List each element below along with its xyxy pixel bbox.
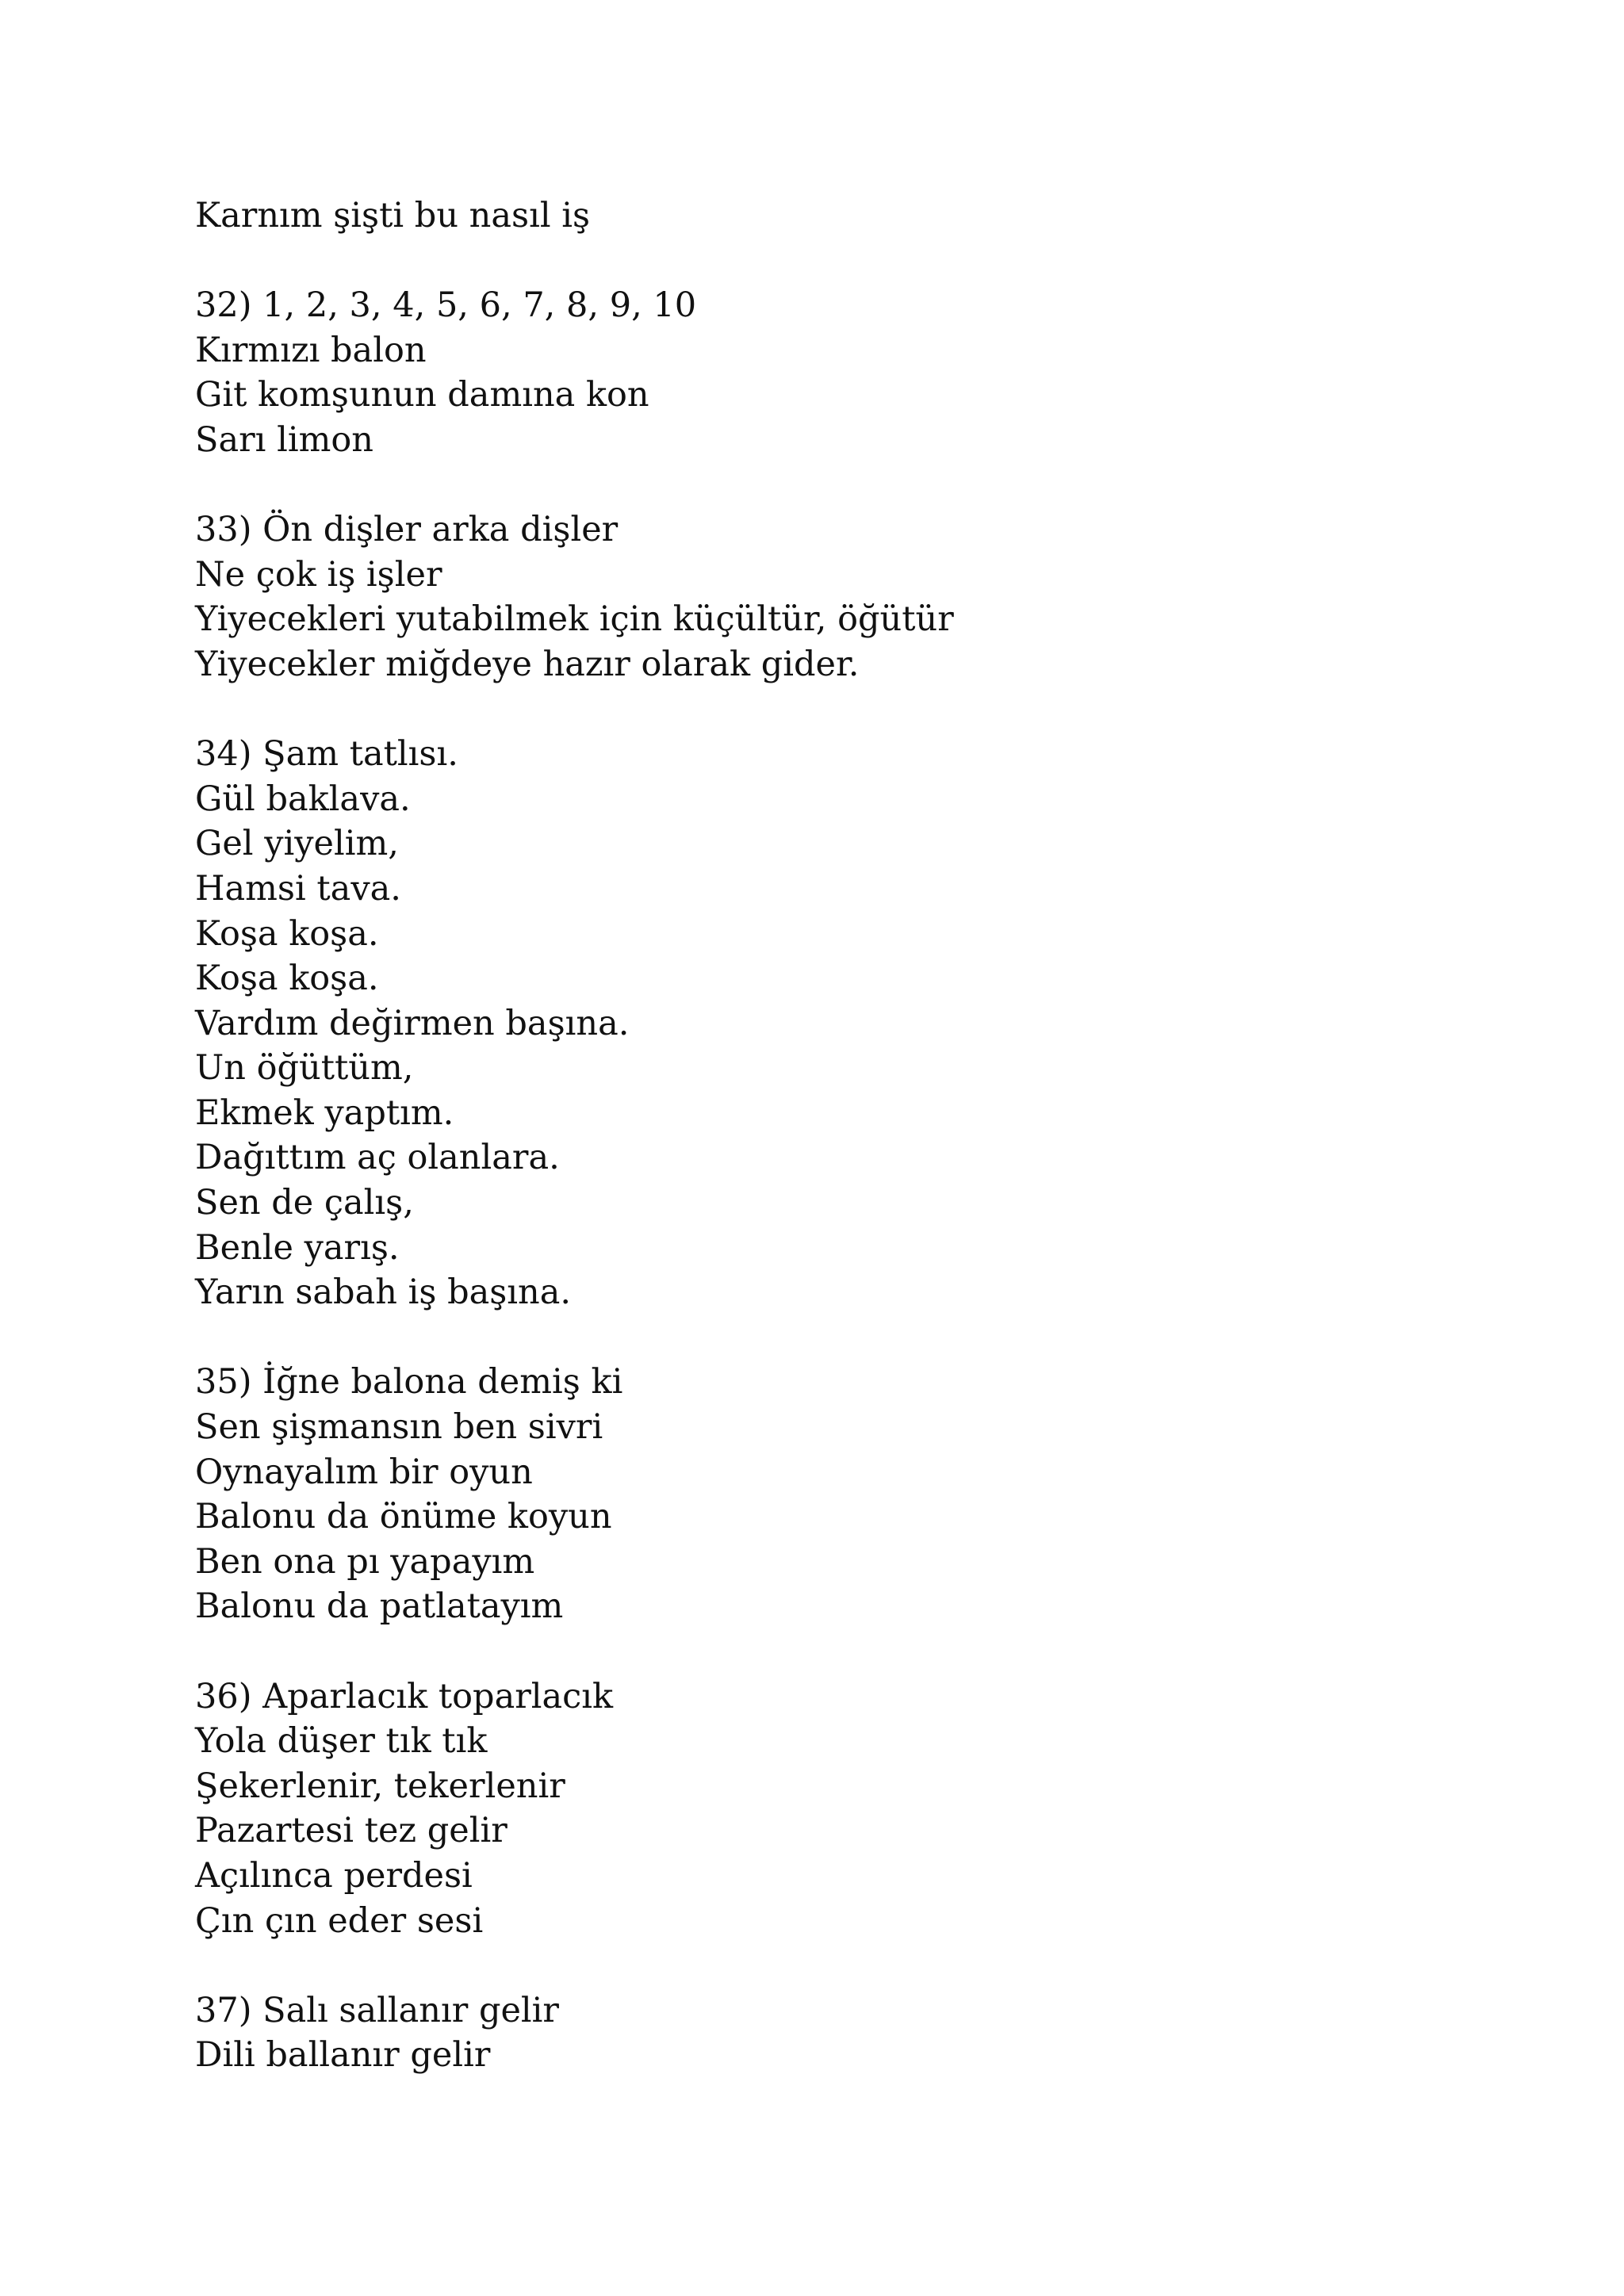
text-line: Un öğüttüm, bbox=[195, 1048, 414, 1089]
text-line: Sarı limon bbox=[195, 419, 373, 460]
text-line: Benle yarış. bbox=[195, 1227, 400, 1268]
poem-37 bbox=[195, 1988, 1464, 2078]
intro-block bbox=[195, 193, 1464, 239]
text-line: Dağıttım aç olanlara. bbox=[195, 1138, 560, 1178]
document-page bbox=[195, 193, 1464, 2078]
poem-35 bbox=[195, 1360, 1464, 1629]
poem-34 bbox=[195, 732, 1464, 1315]
poem-title: 33) Ön dişler arka dişler bbox=[195, 510, 619, 550]
text-line: Dili ballanır gelir bbox=[195, 2035, 491, 2076]
text-line: Açılınca perdesi bbox=[195, 1855, 473, 1896]
poem-title: 36) Aparlacık toparlacık bbox=[195, 1676, 614, 1716]
text-line: Balonu da önüme koyun bbox=[195, 1497, 612, 1537]
text-line: Koşa koşa. bbox=[195, 959, 379, 999]
poem-title: 35) İğne balona demiş ki bbox=[195, 1362, 623, 1402]
text-line: Git komşunun damına kon bbox=[195, 375, 649, 415]
text-line: Yola düşer tık tık bbox=[195, 1721, 488, 1762]
text-line: Çın çın eder sesi bbox=[195, 1900, 484, 1941]
text-line: Oynayalım bir oyun bbox=[195, 1452, 533, 1492]
text-line: Ekmek yaptım. bbox=[195, 1093, 454, 1133]
poem-title: 37) Salı sallanır gelir bbox=[195, 1990, 559, 2030]
text-line: Kırmızı balon bbox=[195, 330, 427, 370]
text-line: Sen şişmansın ben sivri bbox=[195, 1407, 603, 1448]
poem-33 bbox=[195, 507, 1464, 687]
text-line: Hamsi tava. bbox=[195, 868, 401, 909]
text-line: Karnım şişti bu nasıl iş bbox=[195, 196, 591, 235]
poem-title: 32) 1, 2, 3, 4, 5, 6, 7, 8, 9, 10 bbox=[195, 285, 697, 326]
text-line: Sen de çalış, bbox=[195, 1183, 414, 1223]
text-line: Gül baklava. bbox=[195, 779, 411, 819]
text-line: Ben ona pı yapayım bbox=[195, 1541, 535, 1582]
text-line: Balonu da patlatayım bbox=[195, 1586, 564, 1627]
text-line: Ne çok iş işler bbox=[195, 554, 442, 595]
text-line: Vardım değirmen başına. bbox=[195, 1003, 630, 1043]
text-line: Yiyecekler miğdeye hazır olarak gider. bbox=[195, 644, 860, 684]
text-line: Pazartesi tez gelir bbox=[195, 1811, 508, 1851]
text-line: Şekerlenir, tekerlenir bbox=[195, 1766, 565, 1806]
text-line: Yarın sabah iş başına. bbox=[195, 1272, 572, 1313]
text-line: Koşa koşa. bbox=[195, 913, 379, 954]
poem-title: 34) Şam tatlısı. bbox=[195, 734, 458, 775]
poem-36 bbox=[195, 1674, 1464, 1944]
poem-32 bbox=[195, 283, 1464, 462]
text-line: Gel yiyelim, bbox=[195, 824, 399, 864]
text-line: Yiyecekleri yutabilmek için küçültür, öğütür bbox=[195, 599, 954, 640]
